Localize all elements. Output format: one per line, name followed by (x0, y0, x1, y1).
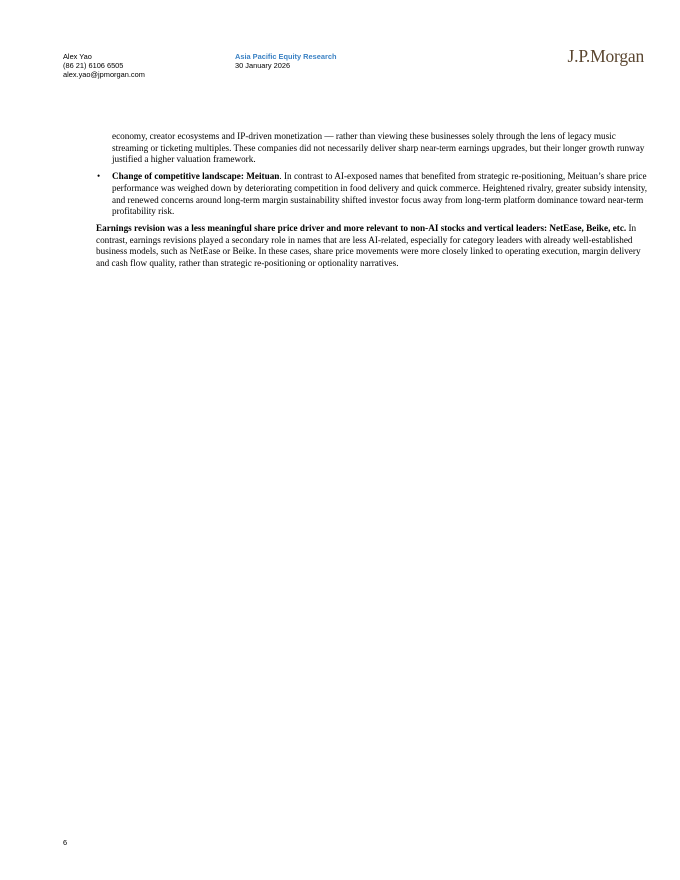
bullet-meituan (96, 171, 652, 218)
page-number: 6 (63, 838, 68, 847)
earnings-revision-paragraph (96, 223, 652, 270)
report-body (96, 131, 652, 270)
author-block (63, 52, 145, 80)
report-series: Asia Pacific Equity Research (235, 52, 337, 61)
report-info (235, 52, 336, 70)
jpmorgan-logo: J.P.Morgan (567, 46, 644, 66)
author-name: Alex Yao (63, 52, 92, 61)
bullet-icon: • (97, 171, 101, 182)
author-email[interactable]: alex.yao@jpmorgan.com (63, 70, 145, 80)
report-date: 30 January 2026 (235, 61, 291, 71)
bullet-lead: Change of competitive landscape: Meituan (112, 171, 280, 182)
author-phone: (86 21) 6106 6505 (63, 61, 124, 71)
continuation-paragraph: economy, creator ecosystems and IP-driven monetization — rather than viewing these businesses solely through the lens of legacy music streaming or ticketing multiples. These companies did not necessarily deliver sharp near-term earnings upgrades, but their longer growth runway justified a higher valuation framework. (112, 131, 645, 165)
bullet-text: . In contrast to AI-exposed names that benefited from strategic re-positioning, Meituan’s share price performance was weighed down by deteriorating competition in food delivery and quick commerce. Heightened rivalry, greater subsidy intensity, and renewed concerns around long-term margin sustainability shifted investor focus away from long-term platform dominance toward near-term profitability risk. (112, 171, 648, 217)
paragraph-text: In contrast, earnings revisions played a secondary role in names that are less AI-related, especially for category leaders with already well-established business models, such as NetEase or Beike. In these cases, share price movements were more closely linked to operating execution, margin delivery and cash flow quality, rather than strategic re-positioning or optionality narratives. (96, 222, 641, 269)
paragraph-lead: Earnings revision was a less meaningful share price driver and more relevant to non-AI stocks and vertical leaders: NetEase, Beike, etc. (96, 222, 627, 233)
